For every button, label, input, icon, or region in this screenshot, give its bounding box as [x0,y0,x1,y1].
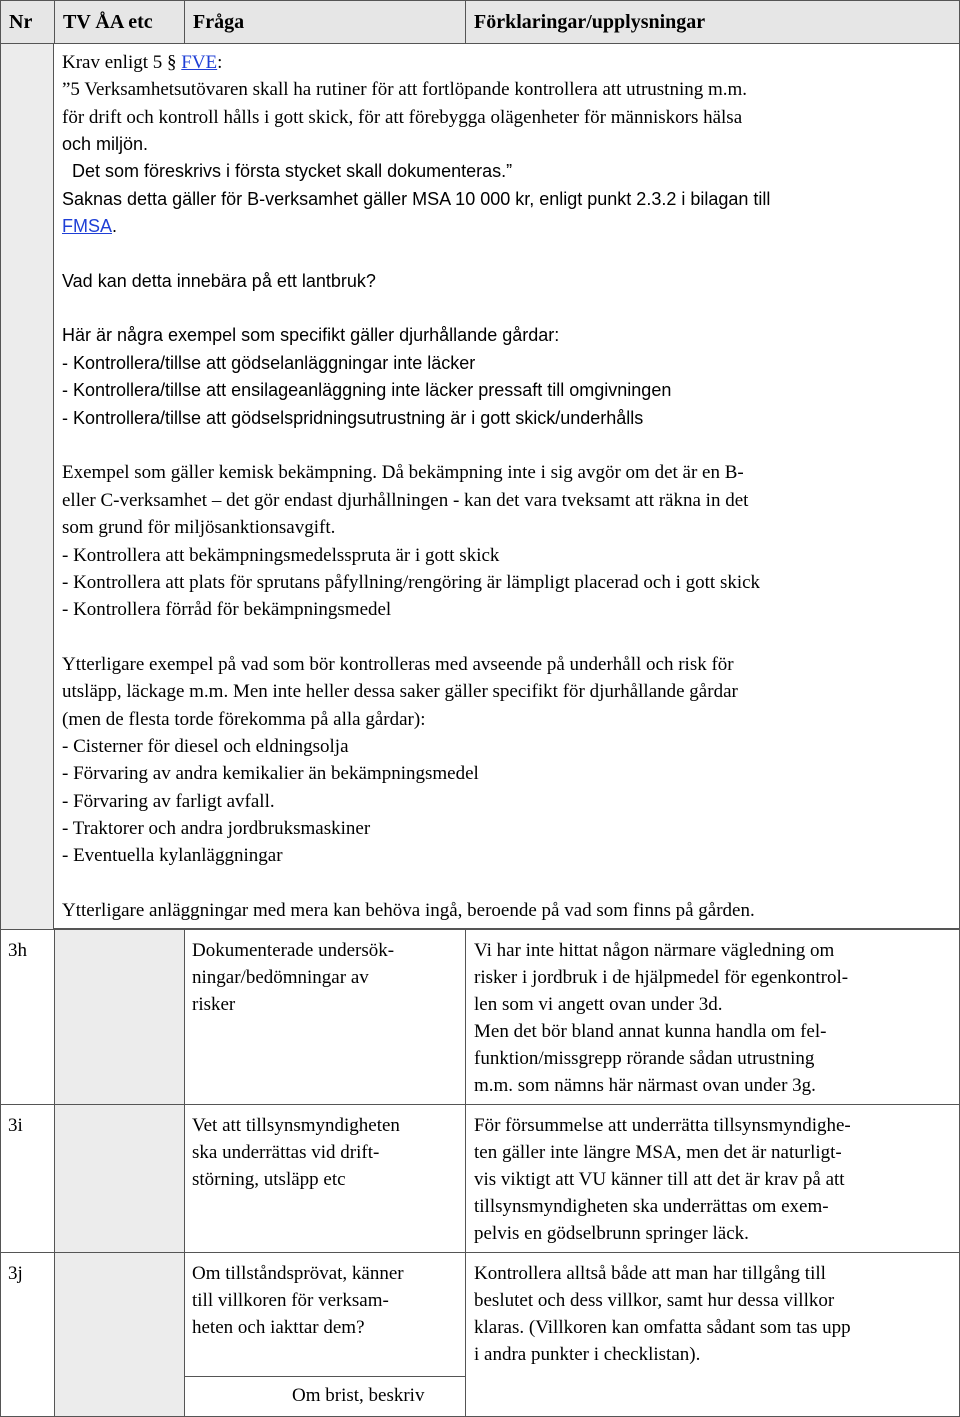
row-3h-fraga-line: ningar/bedömningar av [192,967,369,988]
animal-item: - Kontrollera/tillse att gödselanläggningar inte läcker [62,353,476,373]
shaded-cell [1,44,53,929]
chem-item: - Kontrollera förråd för bekämpningsmedel [62,599,392,620]
header-fraga [184,0,466,44]
row-3h-forklaring-line: Vi har inte hittat någon närmare vägledning om [474,940,835,961]
fmsa-line [62,213,117,240]
row-3j-fraga-line: heten och iakttar dem? [192,1317,365,1338]
chem-item: - Kontrollera att plats för sprutans påfyllning/rengöring är lämpligt placerad och i gott skick [62,572,761,593]
more-item: - Traktorer och andra jordbruksmaskiner [62,818,371,839]
row-3i-forklaring-line: ten gäller inte längre MSA, men det är naturligt- [474,1142,842,1163]
row-3i-tv-cell [54,1104,185,1253]
chem-item: - Kontrollera att bekämpningsmedelsspruta är i gott skick [62,545,500,566]
msa-line: Saknas detta gäller för B-verksamhet gäller MSA 10 000 kr, enligt punkt 2.3.2 i bilagan till [62,189,771,209]
row-3j-forklaring-line: i andra punkter i checklistan). [474,1344,701,1365]
row-3h-forklaring-line: risker i jordbruk i de hjälpmedel för egenkontrol- [474,967,849,988]
header-tv-label: TV ÅA etc [63,11,153,33]
krav-suffix: : [217,52,223,73]
row-3h-fraga-line: risker [192,994,236,1015]
more-line-1: Ytterligare exempel på vad som bör kontrolleras med avseende på underhåll och risk för [62,654,734,675]
fve-link[interactable]: FVE [181,52,218,73]
continuation-left-column [0,44,54,929]
row-3j-tv-cell [54,1252,185,1417]
row-3h-fraga-line: Dokumenterade undersök- [192,940,395,961]
animal-item: - Kontrollera/tillse att ensilageanläggning inte läcker pressaft till omgivningen [62,380,672,400]
header-tv [54,0,185,44]
row-3i-forklaring-line: tillsynsmyndigheten ska underrättas om exem- [474,1196,829,1217]
row-3i-fraga-line: störning, utsläpp etc [192,1169,346,1190]
animal-intro: Här är några exempel som specifikt gäller djurhållande gårdar: [62,325,560,345]
final-line: Ytterligare anläggningar med mera kan behöva ingå, beroende på vad som finns på gården. [62,900,755,921]
quote-line-1: ”5 Verksamhetsutövaren skall ha rutiner för att fortlöpande kontrollera att utrustning m.m. [62,79,748,100]
chem-line-2: eller C-verksamhet – det gör endast djurhållningen - kan det vara tveksamt att räkna in det [62,490,749,511]
more-item: - Eventuella kylanläggningar [62,845,283,866]
more-item: - Cisterner för diesel och eldningsolja [62,736,349,757]
row-3i-forklaring-line: pelvis en gödselbrunn springer läck. [474,1223,749,1244]
header-nr [0,0,55,44]
row-3h-forklaring-line: funktion/missgrepp rörande sådan utrustning [474,1048,815,1069]
quote-line-3: och miljön. [62,134,149,154]
chem-line-3: som grund för miljösanktionsavgift. [62,517,336,538]
quote-line-2: för drift och kontroll hålls i gott skick, för att förebygga olägenheter för människors hälsa [62,107,743,128]
header-nr-label: Nr [9,11,33,33]
more-line-2: utsläpp, läckage m.m. Men inte heller dessa saker gäller specifikt för djurhållande gårdar [62,681,738,702]
fmsa-link[interactable]: FMSA [62,216,113,236]
chem-line-1: Exempel som gäller kemisk bekämpning. Då bekämpning inte i sig avgör om det är en B- [62,462,744,483]
row-3i-fraga-line: Vet att tillsynsmyndigheten [192,1115,400,1136]
row-3h-tv-cell [54,929,185,1105]
fmsa-suffix: . [112,216,118,236]
more-line-3: (men de flesta torde förekomma på alla gårdar): [62,709,426,730]
quote-line-4: Det som föreskrivs i första stycket skall dokumenteras.” [62,161,513,181]
row-3h-forklaring-line: m.m. som nämns här närmast ovan under 3g. [474,1075,816,1096]
row-3j-forklaring-line: klaras. (Villkoren kan omfatta sådant som tas upp [474,1317,851,1338]
row-3h-forklaring-line: Men det bör bland annat kunna handla om fel- [474,1021,827,1042]
row-3i-fraga-line: ska underrättas vid drift- [192,1142,380,1163]
row-3h-nr: 3h [8,940,27,961]
header-fraga-label: Fråga [193,11,245,33]
row-3i-forklaring-line: För försummelse att underrätta tillsynsmyndighe- [474,1115,851,1136]
more-item: - Förvaring av farligt avfall. [62,791,275,812]
more-item: - Förvaring av andra kemikalier än bekämpningsmedel [62,763,479,784]
row-3h-forklaring-line: len som vi angett ovan under 3d. [474,994,723,1015]
row-3j-fraga-line: Om tillståndsprövat, känner [192,1263,404,1284]
krav-line [62,49,222,76]
question-line: Vad kan detta innebära på ett lantbruk? [62,271,376,291]
header-forklaringar-label: Förklaringar/upplysningar [474,11,706,33]
row-3j-forklaring-line: Kontrollera alltså både att man har tillgång till [474,1263,826,1284]
krav-prefix: Krav enligt 5 § [62,52,182,73]
row-3j-nr: 3j [8,1263,23,1284]
animal-item: - Kontrollera/tillse att gödselspridningsutrustning är i gott skick/underhålls [62,408,644,428]
row-3i-nr: 3i [8,1115,23,1136]
row-3i-forklaring-line: vis viktigt att VU känner till att det är krav på att [474,1169,845,1190]
row-3j-fraga-line: till villkoren för verksam- [192,1290,389,1311]
row-3j-forklaring-line: beslutet och dess villkor, samt hur dessa villkor [474,1290,835,1311]
om-brist-label: Om brist, beskriv [292,1385,425,1406]
header-forklaringar [465,0,960,44]
